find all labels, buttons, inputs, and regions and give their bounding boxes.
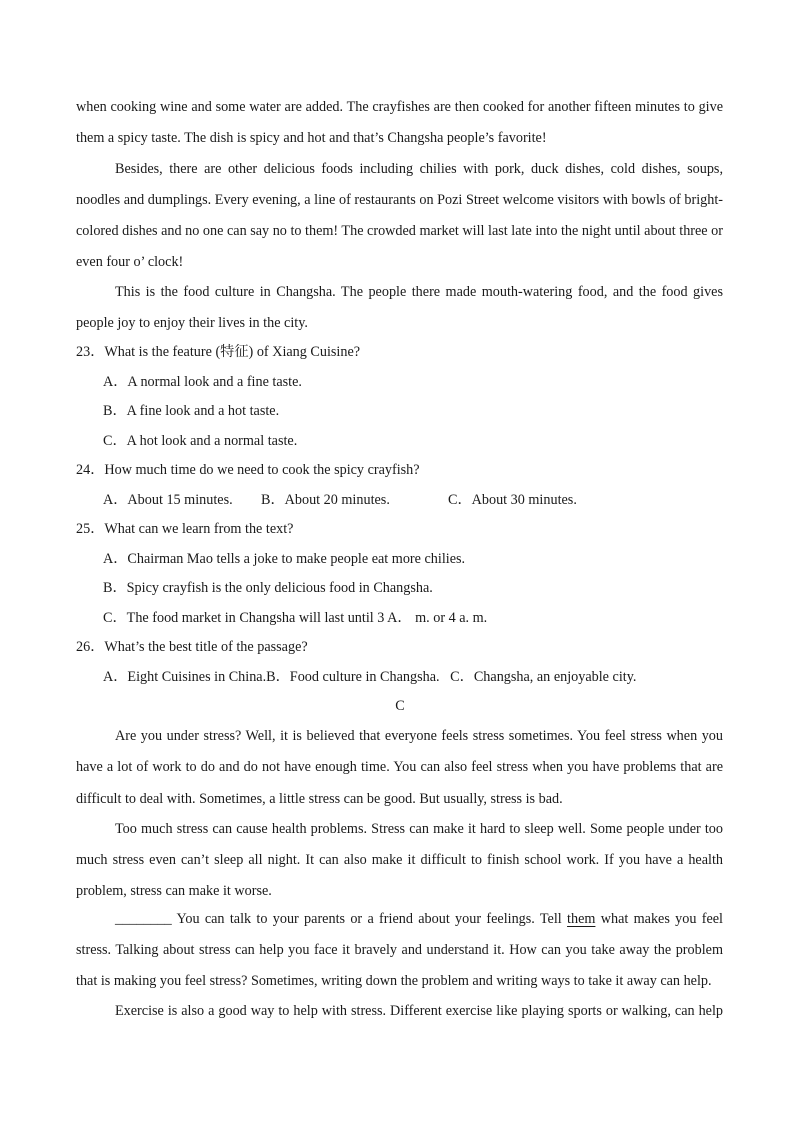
underlined-word: them (567, 911, 596, 927)
passage-c-line: Are you under stress? Well, it is believed that everyone feels stress sometimes. You feel stress when you (115, 728, 723, 744)
passage-b-line: Besides, there are other delicious foods including chilies with pork, duck dishes, cold dishes, soups, (115, 161, 723, 177)
question-24-option-a: A．About 15 minutes. (103, 492, 233, 508)
answer-blank: ________ (115, 911, 172, 927)
passage-c-line: problem, stress can make it worse. (76, 883, 272, 899)
question-26-stem: 26．What’s the best title of the passage? (76, 639, 308, 655)
question-26-options: A．Eight Cuisines in China.B．Food culture in Changsha. C．Changsha, an enjoyable city. (103, 669, 637, 685)
passage-b-line: colored dishes and no one can say no to them! The crowded market will last late into the night until about three or (76, 223, 723, 239)
passage-b-line: even four o’ clock! (76, 254, 184, 270)
question-25-option-b: B．Spicy crayfish is the only delicious food in Changsha. (103, 580, 433, 596)
question-25-stem: 25．What can we learn from the text? (76, 521, 294, 537)
question-23-option-a: A．A normal look and a fine taste. (103, 374, 302, 390)
passage-b-line: noodles and dumplings. Every evening, a line of restaurants on Pozi Street welcome visitors with bowls of bright- (76, 192, 723, 208)
passage-c-line: much stress even can’t sleep all night. It can also make it difficult to finish school work. If you have a health (76, 852, 723, 868)
question-24-stem: 24．How much time do we need to cook the spicy crayfish? (76, 462, 420, 478)
passage-c-line: that is making you feel stress? Sometimes, writing down the problem and writing ways to take it away can help. (76, 973, 712, 989)
passage-c-line: Too much stress can cause health problems. Stress can make it hard to sleep well. Some people under too (115, 821, 723, 837)
question-23-option-c: C．A hot look and a normal taste. (103, 433, 298, 449)
question-25-option-a: A．Chairman Mao tells a joke to make people eat more chilies. (103, 551, 466, 567)
passage-c-text: You can talk to your parents or a friend about your feelings. Tell (171, 911, 568, 927)
passage-c-line: stress. Talking about stress can help you face it bravely and understand it. How can you take away the problem (76, 942, 723, 958)
passage-c-line: Exercise is also a good way to help with stress. Different exercise like playing sports or walking, can help (115, 1003, 723, 1019)
question-25-option-c: C．The food market in Changsha will last until 3 A． m. or 4 a. m. (103, 610, 488, 626)
passage-b-line: This is the food culture in Changsha. The people there made mouth-watering food, and the food gives (115, 284, 723, 300)
passage-c-line: difficult to deal with. Sometimes, a little stress can be good. But usually, stress is bad. (76, 791, 563, 807)
question-24-option-c: C．About 30 minutes. (448, 492, 577, 508)
question-23-option-b: B．A fine look and a hot taste. (103, 403, 280, 419)
passage-b-line: people joy to enjoy their lives in the city. (76, 315, 308, 331)
section-heading: C (395, 698, 405, 714)
passage-b-line: when cooking wine and some water are added. The crayfishes are then cooked for another fifteen minutes to give (76, 99, 723, 115)
passage-c-line-with-blank (115, 912, 723, 926)
passage-c-text: what makes you feel (595, 911, 724, 927)
question-24-option-b: B．About 20 minutes. (261, 492, 390, 508)
passage-c-line: have a lot of work to do and do not have enough time. You can also feel stress when you have problems that are (76, 759, 723, 775)
passage-b-line: them a spicy taste. The dish is spicy and hot and that’s Changsha people’s favorite! (76, 130, 547, 146)
question-23-stem: 23．What is the feature (特征) of Xiang Cuisine? (76, 344, 361, 360)
